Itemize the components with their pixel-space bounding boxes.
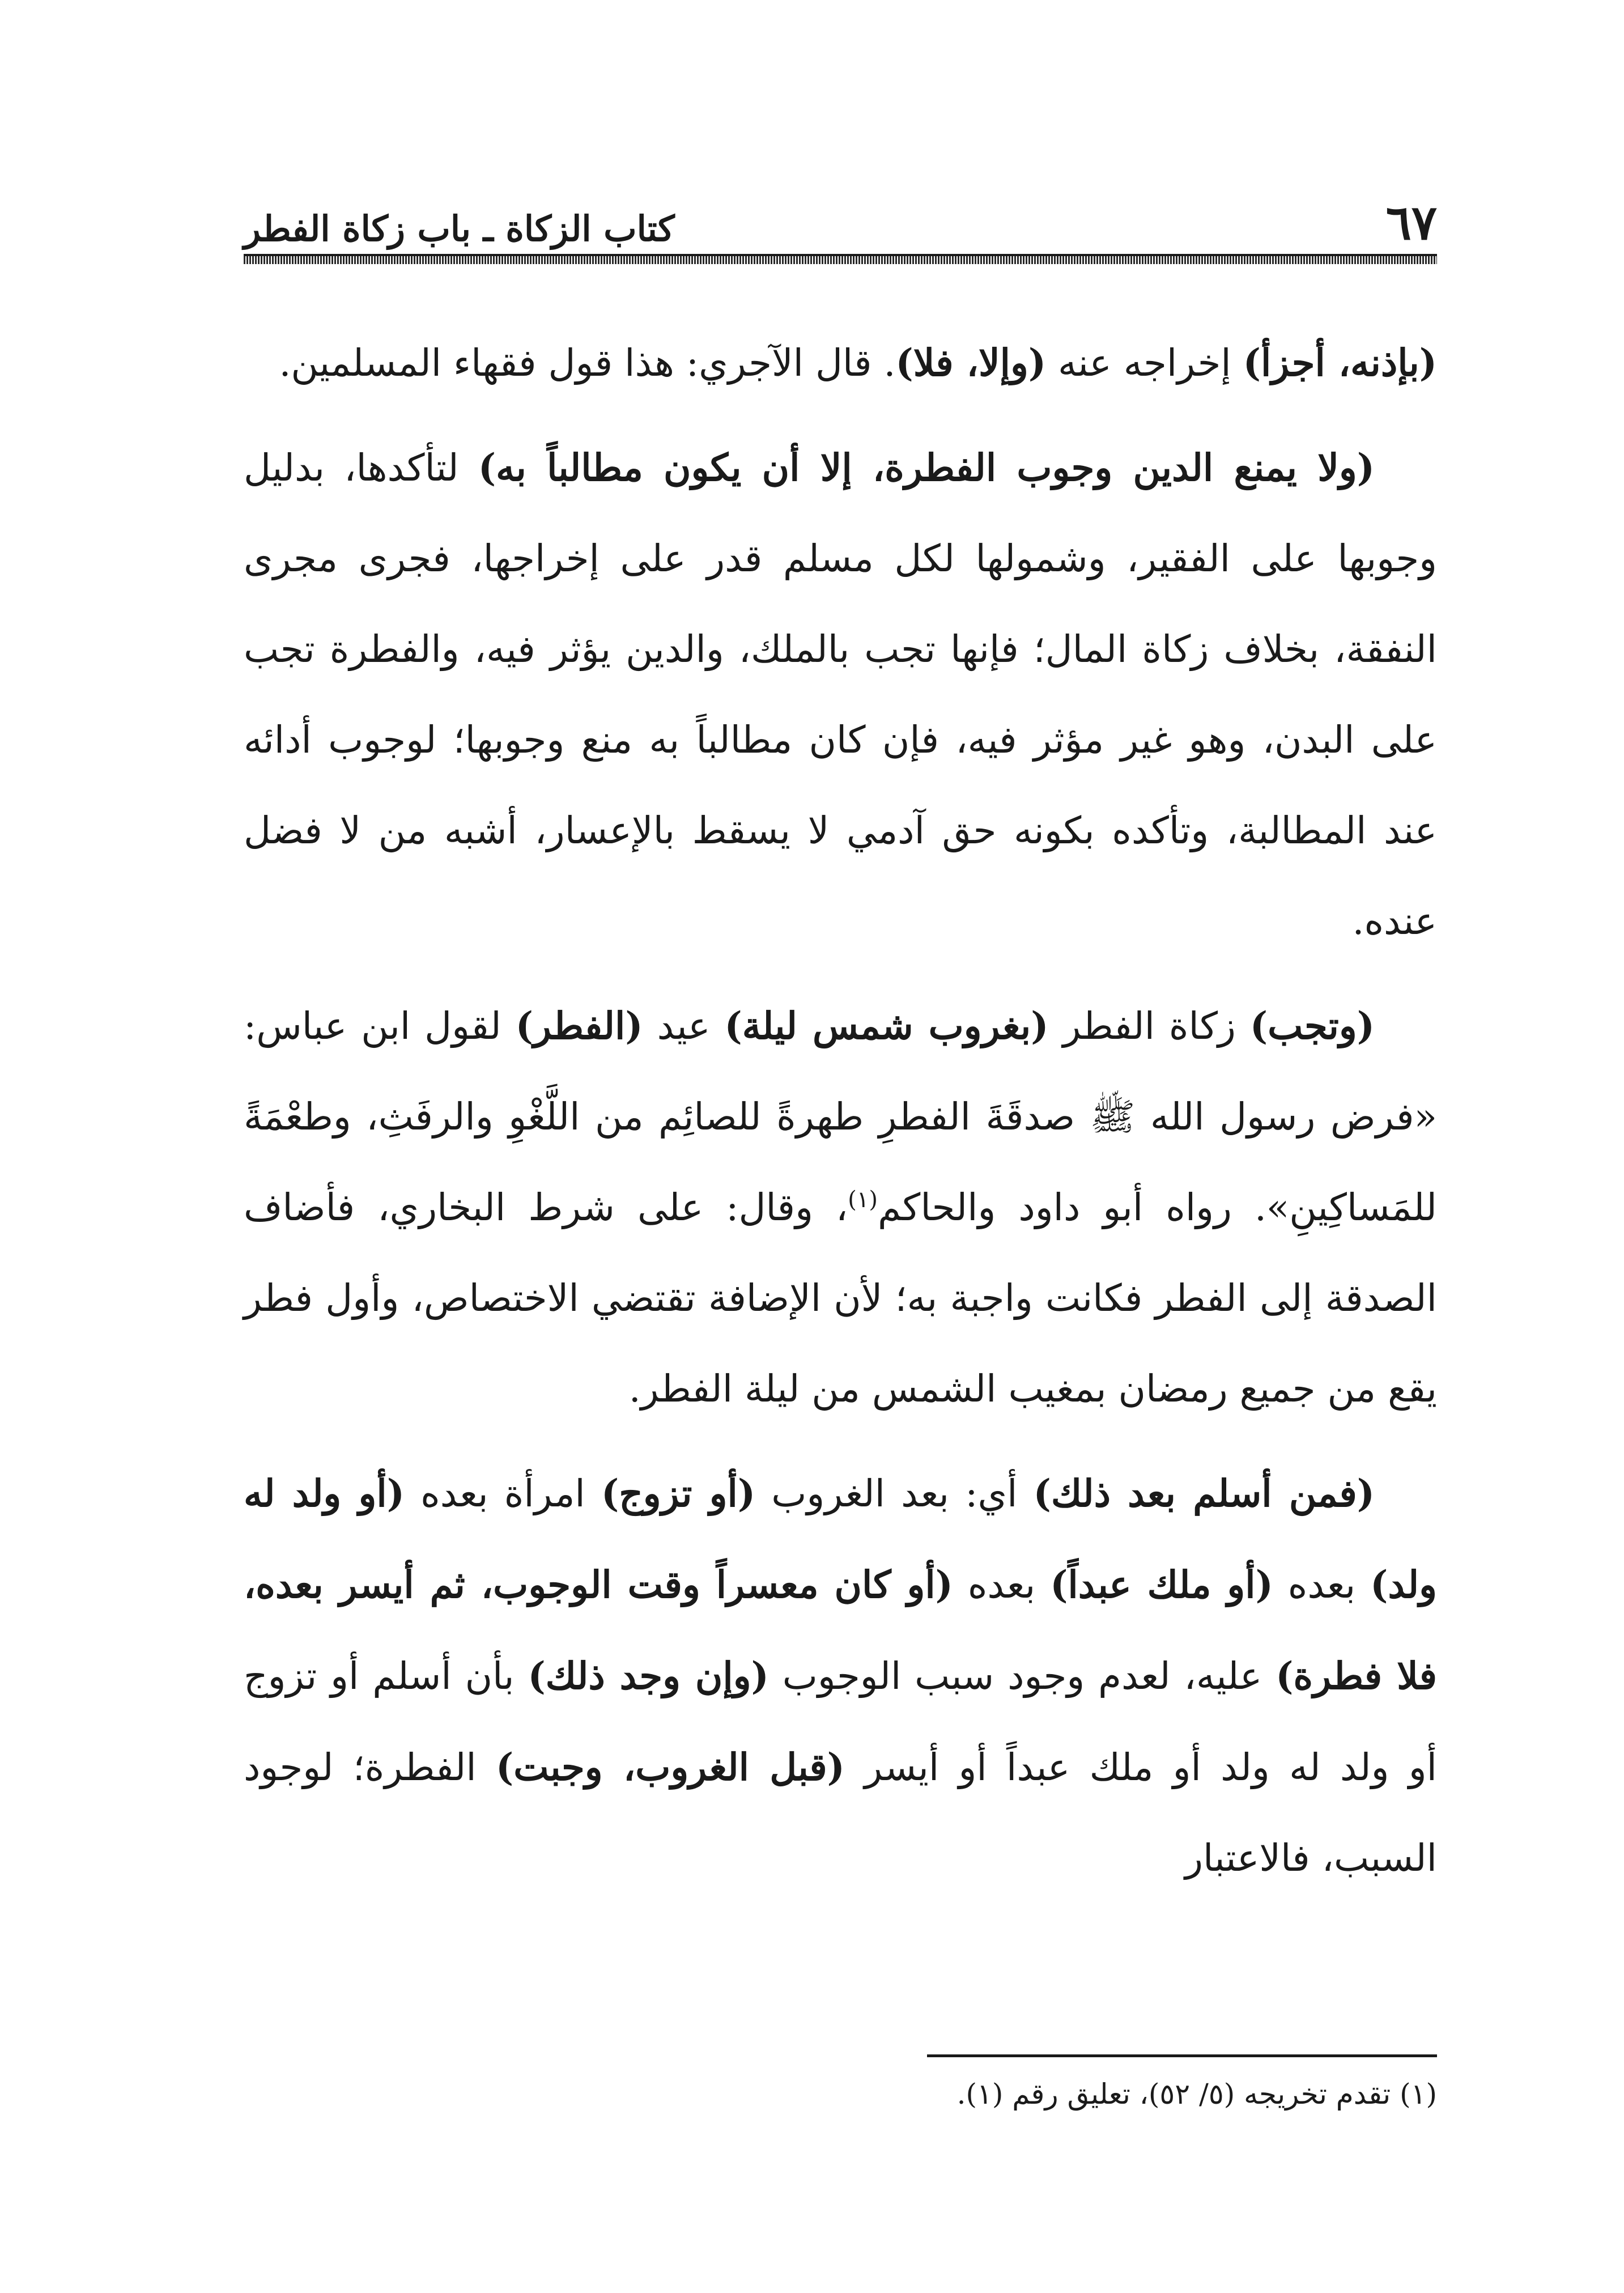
paragraph [244, 1448, 1437, 1904]
commentary-text: لقول ابن عباس: «فرض رسول الله ﷺ صدقَةَ الفطرِ طهرةً للصائِم من اللَّغْوِ والرفَثِ، وطعْمَةً للمَساكِينِ». رواه أبو داود والحاكم [244, 1004, 1437, 1229]
commentary-text: الفطرة؛ لوجود السبب، فالاعتبار [244, 1746, 1437, 1880]
matn-text: (وإلا، فلا) [895, 341, 1047, 385]
matn-text: (أو كان معسراً وقت الوجوب، ثم أيسر بعده، فلا فطرة) [244, 1562, 1438, 1698]
matn-text: (فمن أسلم بعد ذلك) [1033, 1471, 1375, 1515]
paragraph [244, 317, 1437, 409]
matn-text: (ولا يمنع الدين وجوب الفطرة، إلا أن يكون مطالباً به) [478, 445, 1375, 490]
commentary-text: بعده [1273, 1563, 1371, 1607]
commentary-text: لتأكدها، بدليل وجوبها على الفقير، وشمولها لكل مسلم قدر على إخراجها، فجرى مجرى النفقة، بخلاف زكاة المال؛ فإنها تجب بالملك، والدين يؤثر فيه، والفطرة تجب على البدن، وهو غير مؤثر فيه، فإن كان مطالباً به منع وجوبها؛ لوجوب أدائه عند المطالبة، وتأكده بكونه حق آدمي لا يسقط بالإعسار، أشبه من لا فضل عنده. [244, 446, 1437, 943]
header-rule [244, 254, 1437, 264]
commentary-text: عليه، لعدم وجود سبب الوجوب [768, 1654, 1276, 1698]
matn-text: (أو تزوج) [601, 1471, 756, 1515]
matn-text: (وإن وجد ذلك) [528, 1654, 769, 1698]
matn-text: (أو ملك عبداً) [1050, 1562, 1273, 1607]
footnote: (١) تقدم تخريجه (٥/ ٥٢)، تعليق رقم (١). [956, 2078, 1437, 2111]
matn-text: (بإذنه، أجزأ) [1243, 341, 1437, 385]
paragraph [244, 980, 1437, 1434]
matn-text: (قبل الغروب، وجبت) [496, 1745, 845, 1789]
commentary-text: أي: بعد الغروب [755, 1472, 1034, 1515]
paragraph [244, 422, 1437, 967]
commentary-text: بعده [953, 1563, 1051, 1607]
matn-text: (أو ولد له ولد) [244, 1471, 1437, 1607]
commentary-text: امرأة بعده [404, 1472, 601, 1515]
commentary-text: ، وقال: على شرط البخاري، فأضاف الصدقة إلى الفطر فكانت واجبة به؛ لأن الإضافة تقتضي الاختصاص، وأول فطر يقع من جميع رمضان بمغيب الشمس من ليلة الفطر. [244, 1186, 1437, 1411]
chapter-title: كتاب الزكاة ـ باب زكاة الفطر [244, 208, 675, 249]
matn-text: (الفطر) [515, 1004, 643, 1048]
commentary-text: عيد [643, 1004, 725, 1048]
commentary-text: بأن أسلم أو تزوج أو ولد له ولد أو ملك عبداً أو أيسر [244, 1654, 1438, 1789]
commentary-text: إخراجه عنه [1046, 341, 1243, 385]
running-header [244, 184, 1437, 250]
matn-text: (بغروب شمس ليلة) [724, 1004, 1049, 1048]
page-number: ٦٧ [1385, 194, 1437, 250]
footnote-rule [927, 2054, 1437, 2057]
matn-text: (وتجب) [1249, 1004, 1375, 1048]
commentary-text: زكاة الفطر [1048, 1004, 1250, 1048]
body-text [244, 317, 1437, 1904]
commentary-text: . قال الآجري: هذا قول فقهاء المسلمين. [279, 341, 896, 385]
footnote-marker: (١) [848, 1187, 878, 1213]
